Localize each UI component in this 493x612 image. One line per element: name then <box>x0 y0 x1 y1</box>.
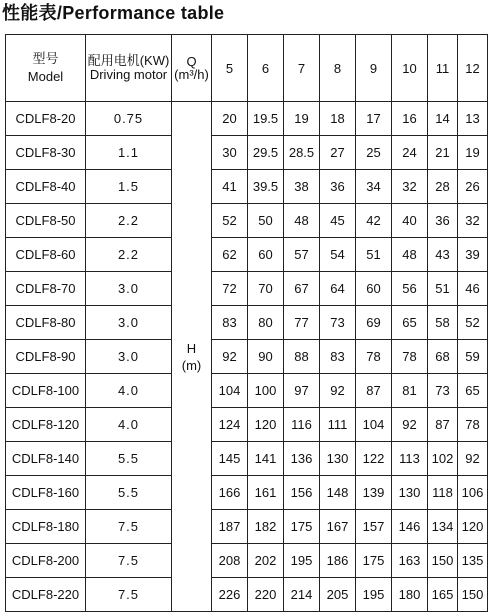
head-value-cell: 51 <box>428 272 458 306</box>
head-value-cell: 146 <box>392 510 428 544</box>
head-value-cell: 64 <box>320 272 356 306</box>
head-value-cell: 28 <box>428 170 458 204</box>
model-header-en: Model <box>27 69 64 84</box>
head-value-cell: 92 <box>212 340 248 374</box>
head-value-cell: 67 <box>284 272 320 306</box>
head-value-cell: 166 <box>212 476 248 510</box>
head-value-cell: 19.5 <box>248 102 284 136</box>
head-value-cell: 139 <box>356 476 392 510</box>
head-value-cell: 28.5 <box>284 136 320 170</box>
head-value-cell: 45 <box>320 204 356 238</box>
head-value-cell: 202 <box>248 544 284 578</box>
head-value-cell: 60 <box>356 272 392 306</box>
head-value-cell: 102 <box>428 442 458 476</box>
head-value-cell: 120 <box>458 510 488 544</box>
head-value-cell: 32 <box>392 170 428 204</box>
head-value-cell: 52 <box>212 204 248 238</box>
head-value-cell: 60 <box>248 238 284 272</box>
motor-header-en: Driving motor <box>89 67 168 82</box>
table-row <box>6 170 488 204</box>
head-value-cell: 83 <box>212 306 248 340</box>
head-value-cell: 42 <box>356 204 392 238</box>
head-value-cell: 187 <box>212 510 248 544</box>
head-label: H <box>186 340 197 356</box>
head-value-cell: 21 <box>428 136 458 170</box>
model-cell: CDLF8-40 <box>6 170 86 204</box>
head-value-cell: 24 <box>392 136 428 170</box>
head-value-cell: 136 <box>284 442 320 476</box>
head-value-cell: 27 <box>320 136 356 170</box>
model-header-cn: 型号 <box>32 51 59 66</box>
model-cell: CDLF8-30 <box>6 136 86 170</box>
head-value-cell: 54 <box>320 238 356 272</box>
head-value-cell: 165 <box>428 578 458 612</box>
head-value-cell: 25 <box>356 136 392 170</box>
head-value-cell: 78 <box>392 340 428 374</box>
head-value-cell: 161 <box>248 476 284 510</box>
head-value-cell: 68 <box>428 340 458 374</box>
head-value-cell: 118 <box>428 476 458 510</box>
table-row <box>6 544 488 578</box>
table-row <box>6 442 488 476</box>
head-value-cell: 46 <box>458 272 488 306</box>
model-cell: CDLF8-200 <box>6 544 86 578</box>
head-value-cell: 36 <box>320 170 356 204</box>
motor-kw-cell: 5.5 <box>86 476 172 510</box>
table-row <box>6 238 488 272</box>
head-value-cell: 81 <box>392 374 428 408</box>
head-value-cell: 57 <box>284 238 320 272</box>
model-cell: CDLF8-160 <box>6 476 86 510</box>
head-value-cell: 38 <box>284 170 320 204</box>
flow-value: 12 <box>458 35 488 102</box>
head-value-cell: 113 <box>392 442 428 476</box>
head-value-cell: 100 <box>248 374 284 408</box>
table-row <box>6 204 488 238</box>
flow-value: 10 <box>392 35 428 102</box>
head-value-cell: 134 <box>428 510 458 544</box>
model-cell: CDLF8-90 <box>6 340 86 374</box>
model-cell: CDLF8-70 <box>6 272 86 306</box>
model-cell: CDLF8-50 <box>6 204 86 238</box>
flow-value: 9 <box>356 35 392 102</box>
table-row <box>6 374 488 408</box>
head-value-cell: 13 <box>458 102 488 136</box>
head-value-cell: 36 <box>428 204 458 238</box>
head-value-cell: 51 <box>356 238 392 272</box>
head-value-cell: 104 <box>212 374 248 408</box>
model-cell: CDLF8-60 <box>6 238 86 272</box>
head-value-cell: 90 <box>248 340 284 374</box>
head-value-cell: 92 <box>392 408 428 442</box>
head-value-cell: 34 <box>356 170 392 204</box>
head-value-cell: 73 <box>428 374 458 408</box>
head-value-cell: 226 <box>212 578 248 612</box>
table-row <box>6 102 488 136</box>
model-cell: CDLF8-20 <box>6 102 86 136</box>
motor-kw-cell: 5.5 <box>86 442 172 476</box>
table-row <box>6 476 488 510</box>
head-value-cell: 17 <box>356 102 392 136</box>
head-value-cell: 116 <box>284 408 320 442</box>
motor-kw-cell: 4.0 <box>86 408 172 442</box>
head-value-cell: 77 <box>284 306 320 340</box>
head-label-cell <box>172 102 212 612</box>
head-value-cell: 157 <box>356 510 392 544</box>
head-value-cell: 62 <box>212 238 248 272</box>
motor-header-cn: 配用电机(KW) <box>87 53 170 68</box>
head-value-cell: 92 <box>458 442 488 476</box>
table-row <box>6 272 488 306</box>
head-value-cell: 39.5 <box>248 170 284 204</box>
head-value-cell: 19 <box>284 102 320 136</box>
motor-kw-cell: 7.5 <box>86 510 172 544</box>
head-value-cell: 122 <box>356 442 392 476</box>
head-value-cell: 69 <box>356 306 392 340</box>
motor-header <box>86 35 172 102</box>
motor-kw-cell: 3.0 <box>86 340 172 374</box>
head-value-cell: 180 <box>392 578 428 612</box>
head-value-cell: 43 <box>428 238 458 272</box>
motor-kw-cell: 7.5 <box>86 578 172 612</box>
motor-kw-cell: 1.5 <box>86 170 172 204</box>
head-value-cell: 148 <box>320 476 356 510</box>
model-cell: CDLF8-100 <box>6 374 86 408</box>
head-value-cell: 26 <box>458 170 488 204</box>
model-header <box>6 35 86 102</box>
table-row <box>6 306 488 340</box>
head-value-cell: 52 <box>458 306 488 340</box>
page-title: 性能表/Performance table <box>2 3 225 23</box>
head-value-cell: 120 <box>248 408 284 442</box>
flow-value: 11 <box>428 35 458 102</box>
head-value-cell: 70 <box>248 272 284 306</box>
model-cell: CDLF8-220 <box>6 578 86 612</box>
head-value-cell: 220 <box>248 578 284 612</box>
head-value-cell: 20 <box>212 102 248 136</box>
head-value-cell: 141 <box>248 442 284 476</box>
head-value-cell: 104 <box>356 408 392 442</box>
model-cell: CDLF8-120 <box>6 408 86 442</box>
motor-kw-cell: 0.75 <box>86 102 172 136</box>
head-value-cell: 87 <box>428 408 458 442</box>
flow-header-label: Q <box>186 54 197 69</box>
head-value-cell: 80 <box>248 306 284 340</box>
head-value-cell: 87 <box>356 374 392 408</box>
flow-header <box>172 35 212 102</box>
head-value-cell: 78 <box>458 408 488 442</box>
head-value-cell: 41 <box>212 170 248 204</box>
head-value-cell: 83 <box>320 340 356 374</box>
head-value-cell: 29.5 <box>248 136 284 170</box>
head-value-cell: 19 <box>458 136 488 170</box>
head-value-cell: 167 <box>320 510 356 544</box>
motor-kw-cell: 2.2 <box>86 238 172 272</box>
head-value-cell: 48 <box>284 204 320 238</box>
head-value-cell: 130 <box>320 442 356 476</box>
head-value-cell: 40 <box>392 204 428 238</box>
head-value-cell: 186 <box>320 544 356 578</box>
flow-value: 5 <box>212 35 248 102</box>
table-row <box>6 408 488 442</box>
header-row <box>6 35 488 102</box>
flow-value: 8 <box>320 35 356 102</box>
model-cell: CDLF8-80 <box>6 306 86 340</box>
table-row <box>6 136 488 170</box>
head-value-cell: 135 <box>458 544 488 578</box>
head-value-cell: 65 <box>458 374 488 408</box>
head-value-cell: 56 <box>392 272 428 306</box>
flow-header-unit: (m³/h) <box>174 67 209 82</box>
table-row <box>6 578 488 612</box>
head-value-cell: 78 <box>356 340 392 374</box>
table-row <box>6 340 488 374</box>
flow-value: 7 <box>284 35 320 102</box>
head-value-cell: 175 <box>284 510 320 544</box>
flow-value: 6 <box>248 35 284 102</box>
head-value-cell: 208 <box>212 544 248 578</box>
motor-kw-cell: 3.0 <box>86 306 172 340</box>
head-value-cell: 58 <box>428 306 458 340</box>
head-value-cell: 73 <box>320 306 356 340</box>
head-value-cell: 145 <box>212 442 248 476</box>
head-value-cell: 48 <box>392 238 428 272</box>
performance-table <box>5 34 488 612</box>
head-value-cell: 111 <box>320 408 356 442</box>
head-value-cell: 50 <box>248 204 284 238</box>
motor-kw-cell: 3.0 <box>86 272 172 306</box>
motor-kw-cell: 2.2 <box>86 204 172 238</box>
head-value-cell: 97 <box>284 374 320 408</box>
head-value-cell: 163 <box>392 544 428 578</box>
head-value-cell: 205 <box>320 578 356 612</box>
model-cell: CDLF8-140 <box>6 442 86 476</box>
head-value-cell: 30 <box>212 136 248 170</box>
motor-kw-cell: 7.5 <box>86 544 172 578</box>
head-value-cell: 65 <box>392 306 428 340</box>
head-value-cell: 156 <box>284 476 320 510</box>
model-cell: CDLF8-180 <box>6 510 86 544</box>
head-value-cell: 195 <box>356 578 392 612</box>
head-value-cell: 59 <box>458 340 488 374</box>
head-value-cell: 195 <box>284 544 320 578</box>
motor-kw-cell: 4.0 <box>86 374 172 408</box>
head-value-cell: 214 <box>284 578 320 612</box>
head-value-cell: 92 <box>320 374 356 408</box>
table-row <box>6 510 488 544</box>
head-value-cell: 124 <box>212 408 248 442</box>
head-value-cell: 16 <box>392 102 428 136</box>
head-value-cell: 150 <box>458 578 488 612</box>
head-value-cell: 32 <box>458 204 488 238</box>
head-value-cell: 72 <box>212 272 248 306</box>
motor-kw-cell: 1.1 <box>86 136 172 170</box>
head-value-cell: 106 <box>458 476 488 510</box>
head-value-cell: 150 <box>428 544 458 578</box>
head-value-cell: 39 <box>458 238 488 272</box>
head-value-cell: 182 <box>248 510 284 544</box>
head-value-cell: 18 <box>320 102 356 136</box>
head-value-cell: 130 <box>392 476 428 510</box>
head-unit: (m) <box>181 357 202 373</box>
head-value-cell: 175 <box>356 544 392 578</box>
head-value-cell: 14 <box>428 102 458 136</box>
head-value-cell: 88 <box>284 340 320 374</box>
